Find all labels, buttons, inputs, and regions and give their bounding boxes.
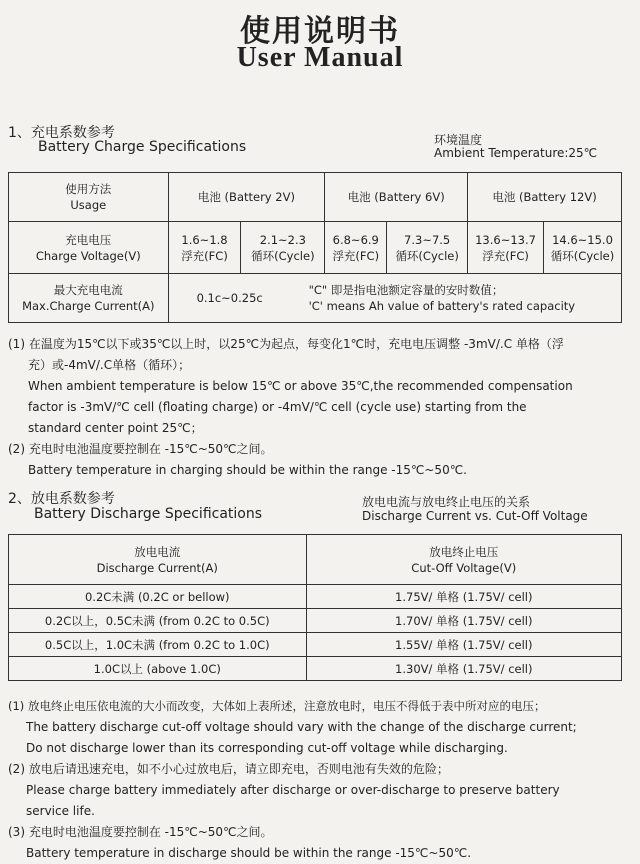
table-row [9, 585, 622, 609]
max-current-label [9, 274, 169, 323]
cutoff-voltage-cell: 1.55V/ 单格 (1.75V/ cell) [306, 633, 621, 657]
charge-heading-en: Battery Charge Specifications [38, 139, 247, 155]
discharge-heading-en: Battery Discharge Specifications [34, 506, 263, 522]
cutoff-voltage-cell: 1.75V/ 单格 (1.75V/ cell) [306, 585, 621, 609]
voltage-2v-cycle-label: 循环(Cycle) [251, 248, 315, 263]
discharge-note-1-en-a: The battery discharge cut-off voltage should vary with the change of the discharge current; [26, 720, 577, 734]
voltage-2v-fc-label: 浮充(FC) [181, 248, 228, 263]
max-current-label-cn: 最大充电电流 [53, 283, 123, 297]
battery-12v-header: 电池 (Battery 12V) [468, 173, 622, 222]
max-current-value: 0.1c~0.25c [196, 291, 263, 305]
voltage-6v-fc [325, 222, 387, 274]
discharge-current-header [9, 535, 307, 585]
capacity-note-cn: "C" 即是指电池额定容量的安时数值； [308, 283, 504, 297]
discharge-note-1-cn: (1) 放电终止电压依电流的大小而改变，大体如上表所述，注意放电时，电压不得低于表中所对应的电压； [8, 699, 546, 713]
voltage-12v-cycle [544, 222, 622, 274]
charge-note-1-en-c: standard center point 25℃； [28, 421, 203, 435]
charge-spec-table [8, 172, 622, 323]
voltage-2v-fc [168, 222, 241, 274]
charge-voltage-label-en: Charge Voltage(V) [35, 248, 141, 263]
charge-note-1-en-b: factor is -3mV/℃ cell (floating charge) or -4mV/℃ cell (cycle use) starting from the [28, 400, 527, 414]
voltage-12v-fc [468, 222, 544, 274]
table-row [9, 609, 622, 633]
ambient-label-cn: 环境温度 [434, 133, 483, 147]
charge-note-1-cn-a: (1) 在温度为15℃以下或35℃以上时，以25℃为起点，每变化1℃时，充电电压调整 -3mV/.C 单格（浮 [8, 337, 564, 351]
charge-voltage-label-cn: 充电电压 [65, 232, 112, 247]
voltage-12v-cycle-value: 14.6~15.0 [552, 232, 613, 247]
ambient-label-en: Ambient Temperature:25℃ [434, 146, 598, 160]
charge-note-1-en-a: When ambient temperature is below 15℃ or above 35℃,the recommended compensation [28, 379, 573, 393]
voltage-2v-cycle [241, 222, 325, 274]
charge-note-2-cn: (2) 充电时电池温度要控制在 -15℃~50℃之间。 [8, 442, 273, 456]
table-row [9, 657, 622, 681]
cutoff-voltage-header [306, 535, 621, 585]
charge-voltage-label [9, 222, 169, 274]
voltage-12v-cycle-label: 循环(Cycle) [550, 248, 615, 263]
battery-2v-header: 电池 (Battery 2V) [168, 173, 325, 222]
table-row [9, 633, 622, 657]
discharge-spec-table [8, 534, 622, 681]
discharge-current-cell: 0.5C以上，1.0C未满 (from 0.2C to 1.0C) [9, 633, 307, 657]
discharge-current-cell: 0.2C未满 (0.2C or bellow) [9, 585, 307, 609]
battery-6v-header: 电池 (Battery 6V) [325, 173, 468, 222]
capacity-note-en: 'C' means Ah value of battery's rated capacity [308, 299, 576, 313]
voltage-6v-cycle [387, 222, 468, 274]
discharge-current-header-cn: 放电电流 [134, 544, 181, 559]
discharge-notes [8, 696, 628, 864]
discharge-note-3-cn: (3) 充电时电池温度要控制在 -15℃~50℃之间。 [8, 825, 273, 839]
cutoff-voltage-cell: 1.70V/ 单格 (1.75V/ cell) [306, 609, 621, 633]
discharge-current-header-en: Discharge Current(A) [96, 560, 218, 575]
charge-note-1-cn-b: 充）或-4mV/.C单格（循环）； [28, 358, 191, 372]
title-chinese: 使用说明书 [240, 14, 400, 49]
voltage-2v-fc-value: 1.6~1.8 [181, 232, 228, 247]
discharge-note-3-en: Battery temperature in discharge should be within the range -15℃~50℃. [26, 846, 472, 860]
relation-label-cn: 放电电流与放电终止电压的关系 [362, 495, 531, 509]
discharge-note-2-en-b: service life. [26, 804, 95, 818]
voltage-6v-fc-label: 浮充(FC) [332, 248, 380, 263]
discharge-note-1-en-b: Do not discharge lower than its corresponding cut-off voltage while discharging. [26, 741, 508, 755]
voltage-6v-cycle-label: 循环(Cycle) [395, 248, 459, 263]
cutoff-voltage-header-cn: 放电终止电压 [429, 544, 499, 559]
max-current-cell [168, 274, 621, 323]
charge-notes [8, 334, 628, 481]
discharge-current-cell: 1.0C以上 (above 1.0C) [9, 657, 307, 681]
discharge-note-2-en-a: Please charge battery immediately after discharge or over-discharge to preserve battery [26, 783, 560, 797]
title-english: User Manual [236, 42, 404, 73]
voltage-6v-fc-value: 6.8~6.9 [332, 232, 379, 247]
voltage-2v-cycle-value: 2.1~2.3 [259, 232, 306, 247]
discharge-current-cell: 0.2C以上，0.5C未满 (from 0.2C to 0.5C) [9, 609, 307, 633]
voltage-6v-cycle-value: 7.3~7.5 [404, 232, 451, 247]
relation-label-en: Discharge Current vs. Cut-Off Voltage [362, 509, 588, 523]
discharge-note-2-cn: (2) 放电后请迅速充电，如不小心过放电后，请立即充电，否则电池有失效的危险； [8, 762, 449, 776]
cutoff-voltage-header-en: Cut-Off Voltage(V) [411, 560, 517, 575]
usage-header-en: Usage [70, 198, 107, 212]
usage-header [9, 173, 169, 222]
charge-heading-cn: 1、充电系数参考 [8, 125, 115, 141]
voltage-12v-fc-value: 13.6~13.7 [475, 232, 536, 247]
charge-note-2-en: Battery temperature in charging should be within the range -15℃~50℃. [28, 463, 467, 477]
voltage-12v-fc-label: 浮充(FC) [482, 248, 529, 263]
max-current-label-en: Max.Charge Current(A) [22, 299, 155, 313]
usage-header-cn: 使用方法 [65, 182, 112, 196]
cutoff-voltage-cell: 1.30V/ 单格 (1.75V/ cell) [306, 657, 621, 681]
discharge-heading-cn: 2、放电系数参考 [8, 491, 115, 507]
